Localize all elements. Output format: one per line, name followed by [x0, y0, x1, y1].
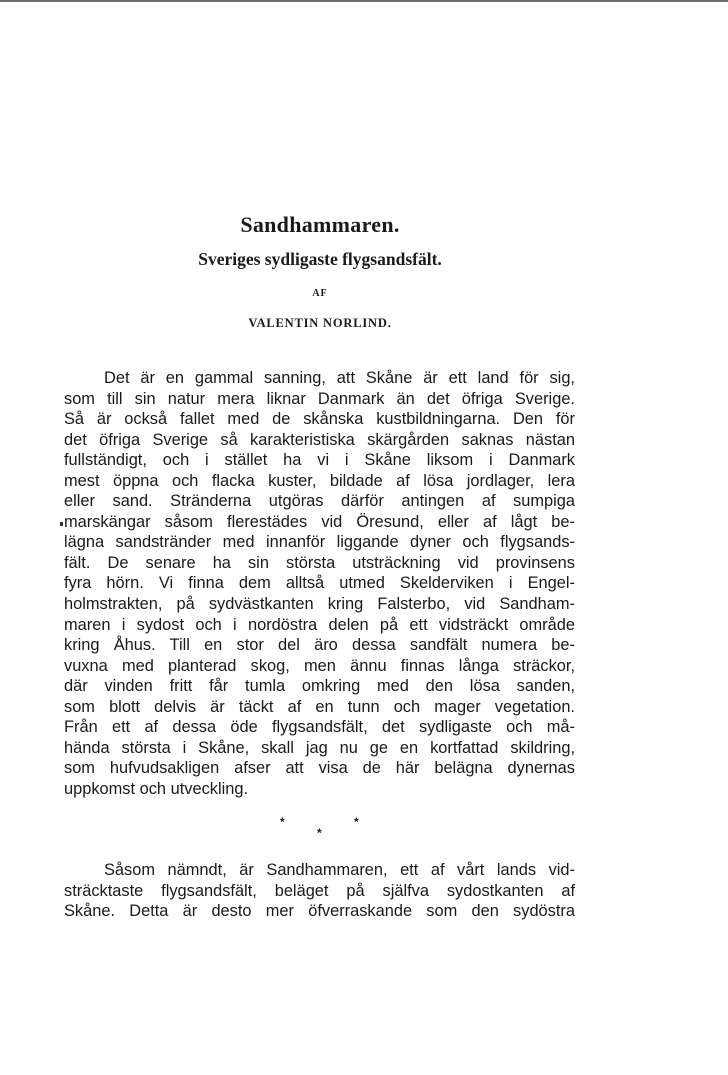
text-line: lägna sandstränder med innanför liggande dyner och flygsands- — [64, 533, 575, 552]
text-line: som blott delvis är täckt af en tunn och mager vegetation. — [64, 697, 575, 716]
text-line: Det är en gammal sanning, att Skåne är ett land för sig, — [104, 369, 575, 387]
text-line: eller sand. Stränderna utgöras därför antingen af sumpiga — [64, 492, 575, 511]
text-line: Från ett af dessa öde flygsandsfält, det sydligaste och må- — [64, 718, 575, 737]
article-subtitle: Sveriges sydligaste flygsandsfält. — [198, 249, 442, 269]
text-line: Skåne. Detta är desto mer öfverraskande som den sydöstra — [64, 902, 575, 921]
author-name: VALENTIN NORLIND. — [248, 316, 392, 330]
text-line: hända största i Skåne, skall jag nu ge en kortfattad skildring, — [64, 738, 575, 757]
section-divider-asterisk: * — [354, 815, 359, 829]
text-line: som till sin natur mera liknar Danmark än det öfriga Sverige. — [64, 389, 575, 408]
text-line: Så är också fallet med de skånska kustbildningarna. Den för — [64, 410, 575, 429]
article-title: Sandhammaren. — [240, 212, 400, 237]
text-line: vuxna med planterad skog, men ännu finnas långa sträckor, — [64, 656, 575, 675]
text-line: Såsom nämndt, är Sandhammaren, ett af vårt lands vid- — [104, 861, 575, 879]
text-line: det öfriga Sverige så karakteristiska skärgården saknas nästan — [64, 430, 575, 449]
text-line: uppkomst och utveckling. — [64, 779, 249, 798]
text-line: där vinden fritt får tumla omkring med den lösa sanden, — [64, 677, 575, 696]
text-line: fält. De senare ha sin största utsträckning vid provinsens — [64, 553, 575, 572]
text-line: maren i sydost och i nordöstra delen på ett vidsträckt område — [64, 615, 575, 634]
text-line: mest öppna och flacka kuster, bildade af lösa jordlager, lera — [64, 471, 575, 490]
text-line: holmstrakten, på sydvästkanten kring Falsterbo, vid Sandham- — [64, 595, 575, 614]
page-top-edge — [0, 0, 728, 2]
section-divider-asterisk: * — [317, 826, 322, 840]
paragraph-1 — [64, 368, 575, 799]
paragraph-2 — [64, 860, 575, 922]
text-line: fullständigt, och i stället ha vi i Skåne liksom i Danmark — [64, 451, 575, 470]
margin-mark — [60, 522, 63, 526]
byline-prefix: AF — [312, 288, 328, 299]
text-line: kring Åhus. Till en stor del äro dessa sandfält numera be- — [64, 636, 575, 655]
text-line: marskängar såsom flerestädes vid Öresund, eller af lågt be- — [64, 512, 575, 531]
text-line: fyra hörn. Vi finna dem alltså utmed Skelderviken i Engel- — [64, 574, 575, 593]
text-line: sträcktaste flygsandsfält, beläget på själfva sydostkanten af — [64, 881, 575, 900]
text-line: som hufvudsakligen afser att visa de här belägna dynernas — [64, 759, 575, 778]
section-divider-asterisk: * — [280, 815, 285, 829]
